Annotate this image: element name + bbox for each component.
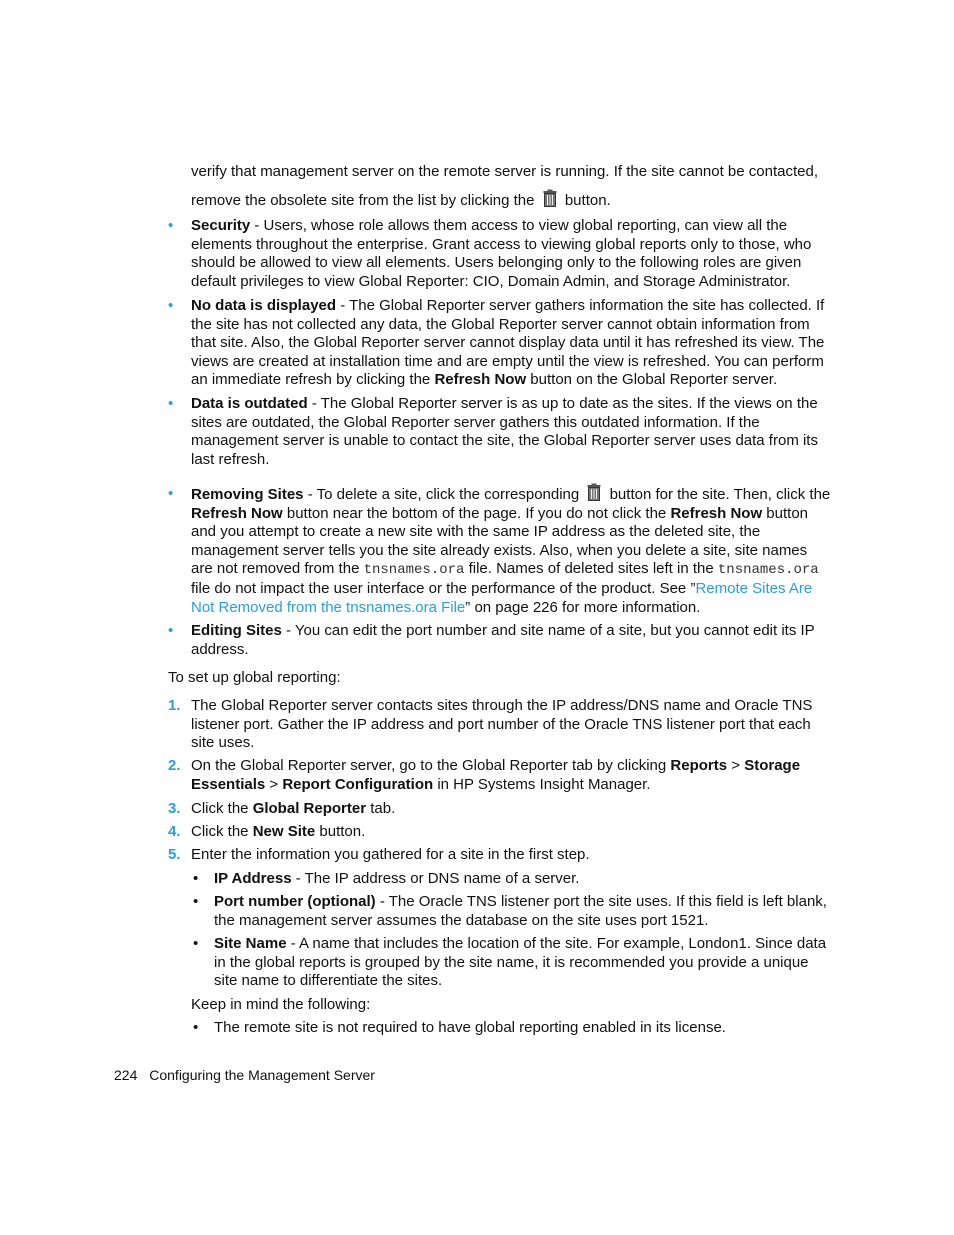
step-1: The Global Reporter server contacts sites through the IP address/DNS name and Oracle TNS listener port. Gather the IP address and port number of the Oracle TNS listener port that each site uses.	[191, 697, 813, 752]
field-ip-address: IP Address - The IP address or DNS name of a server.	[214, 870, 580, 887]
bullet-no-data: No data is displayed - The Global Reporter server gathers information the site has collected. If the site has not collected any data, the Global Reporter server cannot obtain information from that site. Also, the Global Reporter server cannot display data until it has refreshed its view. The views are created at installation time and are empty until the view is refreshed. You can perform an immediate refresh by clicking the Refresh Now button on the Global Reporter server.	[191, 297, 825, 389]
step-4: Click the New Site button.	[191, 823, 366, 840]
trash-icon[interactable]	[543, 189, 557, 207]
keep-in-mind: Keep in mind the following:	[191, 996, 371, 1013]
step-3: Click the Global Reporter tab.	[191, 800, 396, 817]
bullet-marker: •	[168, 622, 174, 639]
intro-line-1: verify that management server on the remote server is running. If the site cannot be contacted,	[191, 163, 818, 180]
code-tnsnames: tnsnames.ora	[717, 562, 819, 579]
trash-icon[interactable]	[587, 483, 601, 501]
step-number: 2.	[168, 757, 181, 774]
bullet-security: Security - Users, whose role allows them access to view global reporting, can view all the elements throughout the enterprise. Grant access to viewing global reports only to those, who should be allowed to view all elements. Users belonging only to the following roles are given default privileges to view Global Reporter: CIO, Domain Admin, and Storage Administrator.	[191, 217, 812, 290]
bullet-marker: •	[168, 297, 174, 314]
bullet-marker: •	[168, 217, 174, 234]
step-number: 1.	[168, 697, 181, 714]
bullet-marker: •	[168, 395, 174, 412]
bullet-marker: •	[193, 870, 199, 887]
note-remote-site: The remote site is not required to have global reporting enabled in its license.	[214, 1019, 726, 1036]
bullet-marker: •	[193, 1019, 199, 1036]
bullet-marker: •	[193, 893, 199, 910]
bullet-marker: •	[193, 935, 199, 952]
cross-reference-link[interactable]: Remote Sites Are Not Removed from the tnsnames.ora File	[191, 579, 813, 616]
page-number: 224	[114, 1067, 138, 1083]
field-site-name: Site Name - A name that includes the location of the site. For example, London1. Since data in the global reports is grouped by the site name, it is recommended you provide a unique site name to differentiate the sites.	[214, 935, 827, 990]
bullet-outdated: Data is outdated - The Global Reporter server is as up to date as the sites. If the views on the sites are outdated, the Global Reporter server gathers this outdated information. If the management server is unable to contact the site, the Global Reporter server uses data from its last refresh.	[191, 395, 818, 468]
intro-line-2: remove the obsolete site from the list by clicking the button.	[191, 189, 831, 211]
page-footer	[114, 1067, 375, 1083]
bullet-editing-sites: Editing Sites - You can edit the port number and site name of a site, but you cannot edit its IP address.	[191, 622, 815, 658]
step-number: 5.	[168, 846, 181, 863]
step-5: Enter the information you gathered for a site in the first step.	[191, 846, 590, 863]
step-number: 3.	[168, 800, 181, 817]
code-tnsnames: tnsnames.ora	[363, 562, 465, 579]
step-2: On the Global Reporter server, go to the Global Reporter tab by clicking Reports > Storage Essentials > Report Configuration in HP Systems Insight Manager.	[191, 757, 801, 793]
bullet-removing-sites: Removing Sites - To delete a site, click the corresponding button for the site. Then, click the Refresh Now button near the bottom of the page. If you do not click the Refresh Now button and you attempt to create a new site with the same IP address as the deleted site, the management server tells you the site already exists. Also, when you delete a site, site names are not removed from the tnsnames.ora file. Names of deleted sites left in the tnsnames.ora file do not impact the user interface or the performance of the product. See ”Remote Sites Are Not Removed from the tnsnames.ora File” on page 226 for more information.	[191, 483, 831, 617]
step-number: 4.	[168, 823, 181, 840]
footer-title: Configuring the Management Server	[149, 1067, 375, 1083]
field-port-number: Port number (optional) - The Oracle TNS listener port the site uses. If this field is left blank, the management server assumes the database on the site uses port 1521.	[214, 893, 827, 929]
bullet-marker: •	[168, 485, 174, 502]
setup-intro: To set up global reporting:	[168, 669, 341, 686]
